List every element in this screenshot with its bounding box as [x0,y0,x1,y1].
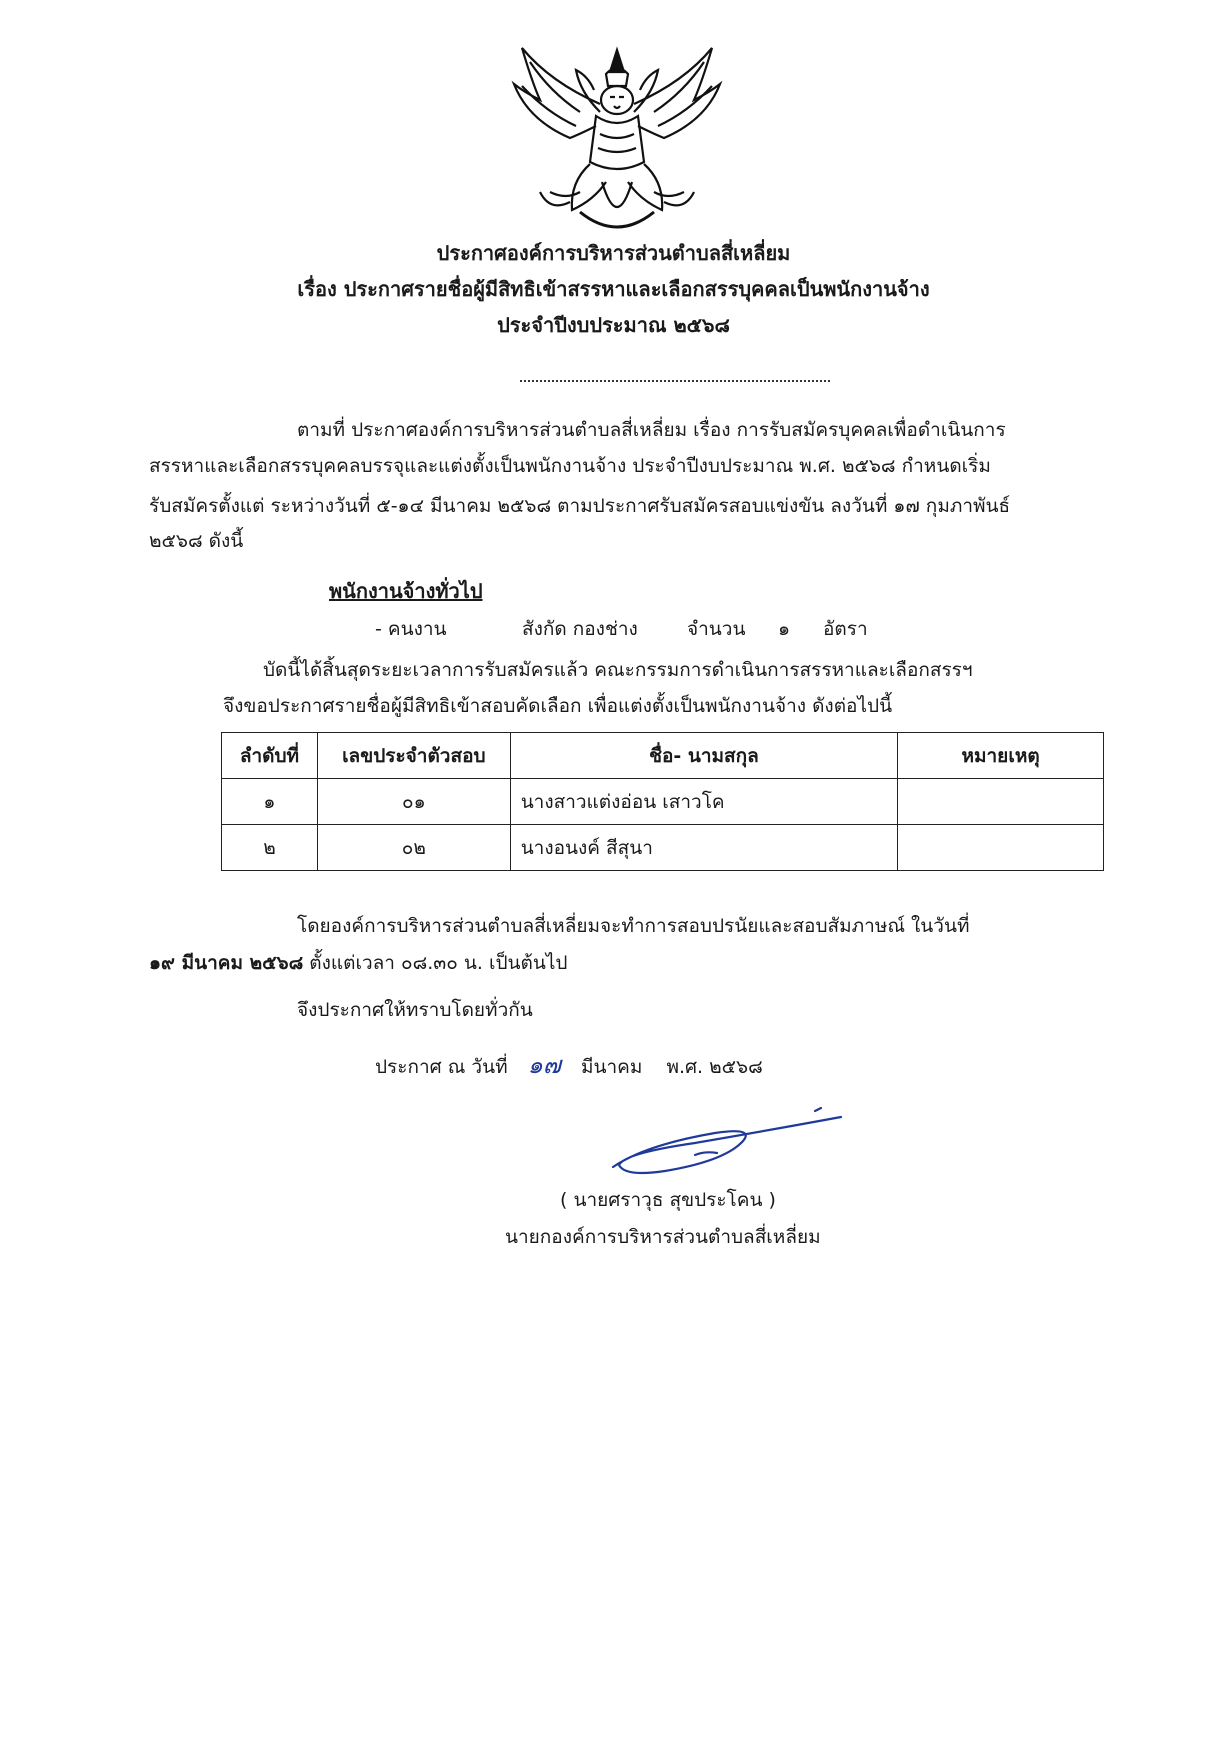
date-prefix: ประกาศ ณ วันที่ [375,1056,508,1078]
para2-line1: บัดนี้ได้สิ้นสุดระยะเวลาการรับสมัครแล้ว คณะกรรมการดำเนินการสรรหาและเลือกสรรฯ [263,659,973,681]
cell-note [898,779,1104,825]
para2-line2: จึงขอประกาศรายชื่อผู้มีสิทธิเข้าสอบคัดเลือก เพื่อแต่งตั้งเป็นพนักงานจ้าง ดังต่อไปนี้ [223,695,893,717]
col-header-exam-id: เลขประจำตัวสอบ [317,733,510,779]
table-header-row [222,733,1104,779]
table-row [222,779,1104,825]
cell-name: นางอนงค์ สีสุนา [510,825,897,871]
cell-name: นางสาวแต่งอ่อน เสาวโค [510,779,897,825]
col-header-name: ชื่อ- นามสกุล [510,733,897,779]
para1-line3: รับสมัครตั้งแต่ ระหว่างวันที่ ๕-๑๔ มีนาคม ๒๕๖๘ ตามประกาศรับสมัครสอบแข่งขัน ลงวันที่ ๑๗ กุมภาพันธ์ [149,495,1011,517]
signature-icon [605,1105,845,1185]
para1-line1: ตามที่ ประกาศองค์การบริหารส่วนตำบลสี่เหลี่ยม เรื่อง การรับสมัครบุคคลเพื่อดำเนินการ [297,419,1006,441]
date-month: มีนาคม [580,1056,643,1078]
cell-order: ๑ [222,779,318,825]
col-header-order: ลำดับที่ [222,733,318,779]
para1-line4: ๒๕๖๘ ดังนี้ [149,530,244,552]
candidate-table [221,732,1104,871]
position-qty-value: ๑ [778,618,791,640]
announce-date [375,1045,763,1084]
org-title: ประกาศองค์การบริหารส่วนตำบลสี่เหลี่ยม [436,241,791,265]
dotted-divider [520,380,830,382]
position-dept: สังกัด กองช่าง [522,618,638,640]
budget-year-title: ประจำปีงบประมาณ ๒๕๖๘ [497,313,730,337]
garuda-emblem-icon [510,42,725,250]
cell-note [898,825,1104,871]
announce-line: จึงประกาศให้ทราบโดยทั่วกัน [297,999,533,1021]
exam-line2 [149,948,567,978]
date-day-handwritten: ๑๗ [527,1051,561,1079]
col-header-note: หมายเหตุ [898,733,1104,779]
cell-exam-id: ๐๒ [317,825,510,871]
cell-exam-id: ๐๑ [317,779,510,825]
position-name: - คนงาน [375,618,447,640]
exam-date: ๑๙ มีนาคม ๒๕๖๘ [149,952,304,974]
para1-line2: สรรหาและเลือกสรรบุคคลบรรจุและแต่งตั้งเป็นพนักงานจ้าง ประจำปีงบประมาณ พ.ศ. ๒๕๖๘ กำหนดเริ่ม [149,455,991,477]
position-unit: อัตรา [823,618,868,640]
exam-line1: โดยองค์การบริหารส่วนตำบลสี่เหลี่ยมจะทำการสอบปรนัยและสอบสัมภาษณ์ ในวันที่ [297,915,970,937]
position-qty-label: จำนวน [687,618,746,640]
signer-name: ( นายศราวุธ สุขประโคน ) [560,1189,776,1211]
subject-title: เรื่อง ประกาศรายชื่อผู้มีสิทธิเข้าสรรหาและเลือกสรรบุคคลเป็นพนักงานจ้าง [297,277,930,301]
exam-time: ตั้งแต่เวลา ๐๘.๓๐ น. เป็นต้นไป [303,952,568,974]
section-title: พนักงานจ้างทั่วไป [329,579,483,603]
table-row [222,825,1104,871]
signer-title: นายกองค์การบริหารส่วนตำบลสี่เหลี่ยม [505,1226,821,1248]
cell-order: ๒ [222,825,318,871]
date-year: พ.ศ. ๒๕๖๘ [666,1056,763,1078]
